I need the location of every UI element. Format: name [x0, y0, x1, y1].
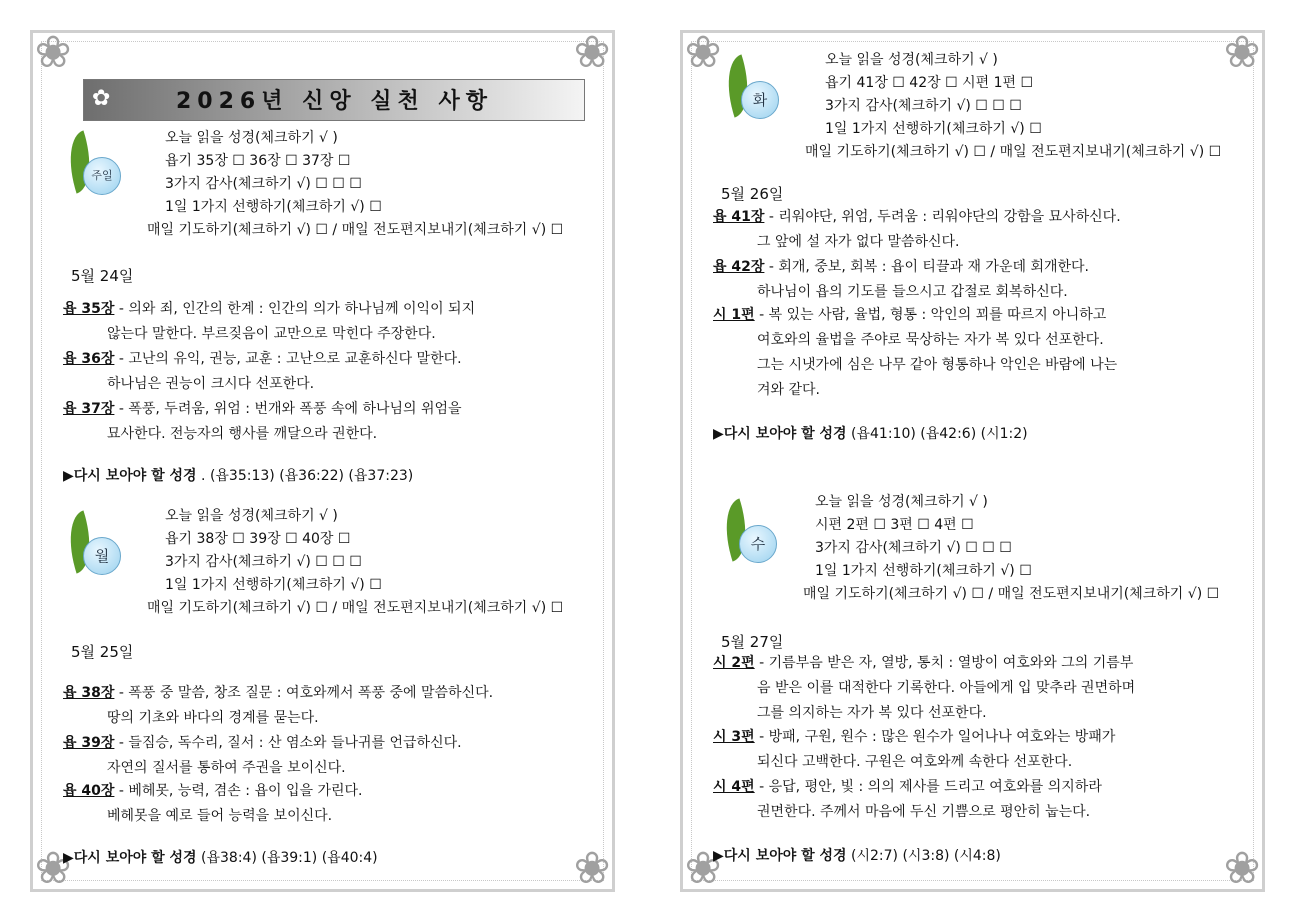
chapter-label: 시 4편 [713, 779, 755, 795]
review-refs: (시2:7) (시3:8) (시4:8) [846, 848, 1001, 864]
entry-line: 베헤못을 예로 들어 능력을 보이신다. [107, 808, 333, 824]
review-verses [713, 845, 1001, 865]
checklist [803, 491, 1220, 606]
checklist-line[interactable]: 매일 기도하기(체크하기 √) ☐ / 매일 전도편지보내기(체크하기 √) ☐ [805, 144, 1222, 160]
flourish-corner-icon: ❀ [34, 843, 72, 894]
checklist [147, 505, 564, 620]
checklist-line[interactable]: 1일 1가지 선행하기(체크하기 √) ☐ [165, 577, 382, 593]
checklist-line: 오늘 읽을 성경(체크하기 √ ) [165, 130, 338, 146]
day-badge [725, 57, 777, 125]
entry-line: - 들짐승, 독수리, 질서 : 산 염소와 들나귀를 언급하신다. [118, 735, 462, 751]
review-verses [63, 847, 378, 867]
day-badge [723, 501, 775, 569]
checklist [805, 49, 1222, 164]
entry-line: 되신다 고백한다. 구원은 여호와께 속한다 선포한다. [757, 754, 1073, 770]
chapter-entry [63, 779, 362, 829]
checklist-line[interactable]: 3가지 감사(체크하기 √) ☐ ☐ ☐ [815, 540, 1012, 556]
date-heading: 5월 26일 [721, 185, 784, 203]
checklist-line[interactable]: 매일 기도하기(체크하기 √) ☐ / 매일 전도편지보내기(체크하기 √) ☐ [803, 586, 1220, 602]
chapter-label: 시 3편 [713, 729, 755, 745]
checklist-line: 오늘 읽을 성경(체크하기 √ ) [825, 52, 998, 68]
chapter-entry [713, 775, 1102, 825]
checklist-line: 오늘 읽을 성경(체크하기 √ ) [165, 508, 338, 524]
checklist-line[interactable]: 매일 기도하기(체크하기 √) ☐ / 매일 전도편지보내기(체크하기 √) ☐ [147, 600, 564, 616]
checklist-line[interactable]: 욥기 38장 ☐ 39장 ☐ 40장 ☐ [165, 531, 351, 547]
checklist-line[interactable]: 욥기 41장 ☐ 42장 ☐ 시편 1편 ☐ [825, 75, 1034, 91]
date-heading: 5월 25일 [71, 643, 134, 661]
review-label: ▶다시 보아야 할 성경 [713, 426, 847, 442]
flourish-corner-icon: ❀ [684, 27, 722, 78]
chapter-entry [713, 651, 1135, 726]
left-page [30, 27, 615, 894]
flower-icon: ✿ [92, 86, 111, 111]
checklist-line[interactable]: 3가지 감사(체크하기 √) ☐ ☐ ☐ [165, 176, 362, 192]
day-label: 월 [83, 537, 121, 575]
entry-line: 하나님은 권능이 크시다 선포한다. [107, 376, 315, 392]
entry-line: - 의와 죄, 인간의 한계 : 인간의 의가 하나님께 이익이 되지 [118, 301, 476, 317]
entry-line: - 방패, 구원, 원수 : 많은 원수가 일어나나 여호와는 방패가 [759, 729, 1116, 745]
review-verses [63, 465, 413, 485]
date-heading: 5월 27일 [721, 633, 784, 651]
checklist [147, 127, 564, 242]
checklist-line[interactable]: 1일 1가지 선행하기(체크하기 √) ☐ [815, 563, 1032, 579]
entry-line: - 폭풍, 두려움, 위엄 : 번개와 폭풍 속에 하나님의 위엄을 [118, 401, 462, 417]
entry-line: - 폭풍 중 말씀, 창조 질문 : 여호와께서 폭풍 중에 말씀하신다. [118, 685, 494, 701]
entry-line: - 응답, 평안, 빛 : 의의 제사를 드리고 여호와를 의지하라 [759, 779, 1102, 795]
entry-line: - 회개, 중보, 회복 : 욥이 티끌과 재 가운데 회개한다. [768, 259, 1089, 275]
day-badge [67, 133, 119, 201]
checklist-line[interactable]: 매일 기도하기(체크하기 √) ☐ / 매일 전도편지보내기(체크하기 √) ☐ [147, 222, 564, 238]
entry-line: 하나님이 욥의 기도를 들으시고 갑절로 회복하신다. [757, 284, 1068, 300]
page-title: 2026년 신앙 실천 사항 [176, 89, 493, 114]
entry-line: - 베헤못, 능력, 겸손 : 욥이 입을 가린다. [118, 783, 363, 799]
chapter-entry [63, 297, 475, 347]
chapter-entry [713, 303, 1117, 403]
checklist-line[interactable]: 3가지 감사(체크하기 √) ☐ ☐ ☐ [165, 554, 362, 570]
chapter-label: 욥 42장 [713, 259, 765, 275]
day-label: 주일 [83, 157, 121, 195]
entry-line: - 고난의 유익, 권능, 교훈 : 고난으로 교훈하신다 말한다. [118, 351, 462, 367]
title-banner [83, 79, 585, 121]
entry-line: 자연의 질서를 통하여 주권을 보이신다. [107, 760, 346, 776]
chapter-label: 욥 40장 [63, 783, 115, 799]
checklist-line[interactable]: 1일 1가지 선행하기(체크하기 √) ☐ [825, 121, 1042, 137]
flourish-corner-icon: ❀ [1223, 27, 1261, 78]
review-verses [713, 423, 1028, 443]
flourish-corner-icon: ❀ [34, 27, 72, 78]
chapter-label: 욥 41장 [713, 209, 765, 225]
chapter-entry [63, 347, 462, 397]
checklist-line[interactable]: 3가지 감사(체크하기 √) ☐ ☐ ☐ [825, 98, 1022, 114]
entry-line: 그를 의지하는 자가 복 있다 선포한다. [757, 705, 987, 721]
chapter-label: 욥 38장 [63, 685, 115, 701]
chapter-label: 시 2편 [713, 655, 755, 671]
chapter-label: 욥 35장 [63, 301, 115, 317]
entry-line: - 기름부음 받은 자, 열방, 통치 : 열방이 여호와와 그의 기름부 [759, 655, 1134, 671]
review-label: ▶다시 보아야 할 성경 [63, 850, 197, 866]
flourish-corner-icon: ❀ [684, 843, 722, 894]
chapter-entry [63, 397, 462, 447]
chapter-label: 욥 36장 [63, 351, 115, 367]
flourish-corner-icon: ❀ [573, 27, 611, 78]
review-refs: (욥38:4) (욥39:1) (욥40:4) [196, 850, 378, 866]
entry-line: 않는다 말한다. 부르짖음이 교만으로 막힌다 주장한다. [107, 326, 436, 342]
day-label: 수 [739, 525, 777, 563]
date-heading: 5월 24일 [71, 267, 134, 285]
chapter-entry [713, 205, 1121, 255]
review-label: ▶다시 보아야 할 성경 [63, 468, 197, 484]
chapter-label: 욥 39장 [63, 735, 115, 751]
entry-line: 땅의 기초와 바다의 경계를 묻는다. [107, 710, 319, 726]
chapter-label: 시 1편 [713, 307, 755, 323]
day-badge [67, 513, 119, 581]
chapter-entry [63, 681, 493, 731]
chapter-label: 욥 37장 [63, 401, 115, 417]
entry-line: - 복 있는 사람, 율법, 형통 : 악인의 꾀를 따르지 아니하고 [759, 307, 1107, 323]
chapter-entry [63, 731, 462, 781]
flourish-corner-icon: ❀ [1223, 843, 1261, 894]
entry-line: 묘사한다. 전능자의 행사를 깨달으라 권한다. [107, 426, 378, 442]
review-refs: . (욥35:13) (욥36:22) (욥37:23) [196, 468, 414, 484]
entry-line: 그는 시냇가에 심은 나무 같아 형통하나 악인은 바람에 나는 [757, 357, 1118, 373]
day-label: 화 [741, 81, 779, 119]
entry-line: 권면한다. 주께서 마음에 두신 기쁨으로 평안히 눕는다. [757, 804, 1091, 820]
chapter-entry [713, 725, 1115, 775]
entry-line: 음 받은 이를 대적한다 기록한다. 아들에게 입 맞추라 권면하며 [757, 680, 1136, 696]
entry-line: 겨와 같다. [757, 382, 820, 398]
entry-line: - 리워야단, 위엄, 두려움 : 리워야단의 강함을 묘사하신다. [768, 209, 1121, 225]
entry-line: 여호와의 율법을 주야로 묵상하는 자가 복 있다 선포한다. [757, 332, 1104, 348]
review-label: ▶다시 보아야 할 성경 [713, 848, 847, 864]
entry-line: 그 앞에 설 자가 없다 말씀하신다. [757, 234, 960, 250]
checklist-line[interactable]: 시편 2편 ☐ 3편 ☐ 4편 ☐ [815, 517, 974, 533]
checklist-line[interactable]: 1일 1가지 선행하기(체크하기 √) ☐ [165, 199, 382, 215]
checklist-line: 오늘 읽을 성경(체크하기 √ ) [815, 494, 988, 510]
review-refs: (욥41:10) (욥42:6) (시1:2) [846, 426, 1028, 442]
checklist-line[interactable]: 욥기 35장 ☐ 36장 ☐ 37장 ☐ [165, 153, 351, 169]
chapter-entry [713, 255, 1089, 305]
right-page [680, 27, 1265, 894]
flourish-corner-icon: ❀ [573, 843, 611, 894]
